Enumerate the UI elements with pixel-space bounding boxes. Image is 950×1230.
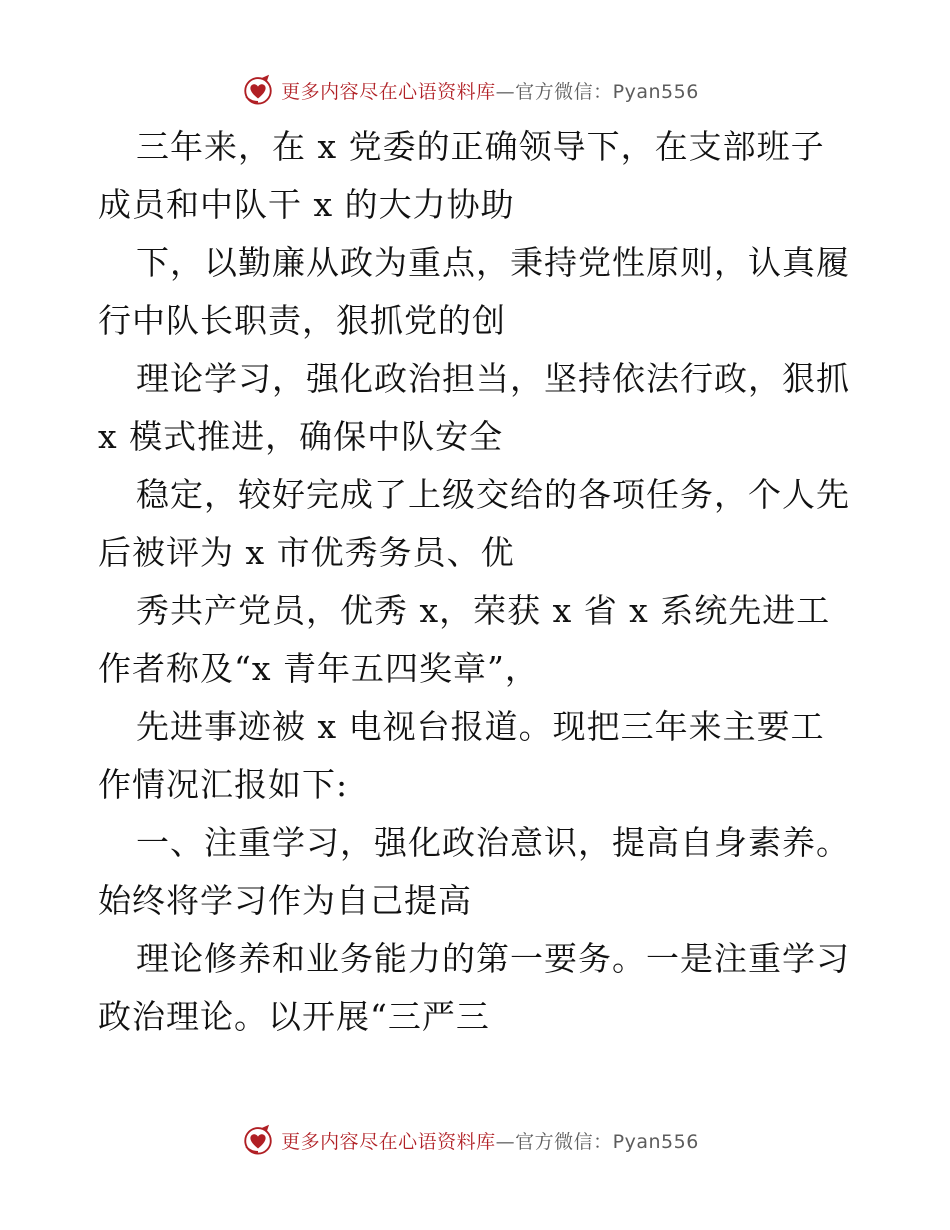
paragraph-line: 行中队长职责，狠抓党的创 — [98, 301, 506, 340]
paragraph-line: 作情况汇报如下: — [98, 765, 349, 804]
footer-watermark-content — [241, 1123, 699, 1157]
paragraph-line: 稳定，较好完成了上级交给的各项任务，个人先 — [136, 475, 850, 514]
footer-watermark-text — [281, 1127, 699, 1154]
header-watermark-content — [241, 73, 699, 107]
paragraph-line: 理论修养和业务能力的第一要务。一是注重学习 — [136, 939, 850, 978]
heart-pen-logo-icon — [241, 73, 275, 107]
paragraph-line: 三年来，在 x 党委的正确领导下，在支部班子 — [136, 127, 825, 166]
header-watermark — [0, 70, 950, 110]
paragraph-line: 始终将学习作为自己提高 — [98, 881, 472, 920]
document-body — [98, 118, 858, 1046]
watermark-brand: 更多内容尽在心语资料库 — [281, 80, 496, 103]
watermark-wechat: 官方微信：Pyan556 — [515, 1130, 699, 1153]
section-heading-line: 一、注重学习，强化政治意识，提高自身素养。 — [136, 823, 850, 862]
heart-pen-logo-icon — [241, 1123, 275, 1157]
watermark-dash: — — [495, 80, 516, 103]
paragraph-line: 理论学习，强化政治担当，坚持依法行政，狠抓 — [136, 359, 850, 398]
paragraph-line: 作者称及“x 青年五四奖章”， — [98, 649, 539, 688]
paragraph-line: 后被评为 x 市优秀务员、优 — [98, 533, 515, 572]
paragraph-line: 政治理论。以开展“三严三 — [98, 997, 490, 1036]
paragraph-line: 先进事迹被 x 电视台报道。现把三年来主要工 — [136, 707, 825, 746]
watermark-brand: 更多内容尽在心语资料库 — [281, 1130, 496, 1153]
header-watermark-text — [281, 77, 699, 104]
paragraph-line: 下，以勤廉从政为重点，秉持党性原则，认真履 — [136, 243, 850, 282]
paragraph-line: 秀共产党员，优秀 x，荣获 x 省 x 系统先进工 — [136, 591, 831, 630]
paragraph-line: 成员和中队干 x 的大力协助 — [98, 185, 515, 224]
watermark-dash: — — [495, 1130, 516, 1153]
paragraph-line: x 模式推进，确保中队安全 — [98, 417, 504, 456]
footer-watermark — [0, 1120, 950, 1160]
watermark-wechat: 官方微信：Pyan556 — [515, 80, 699, 103]
